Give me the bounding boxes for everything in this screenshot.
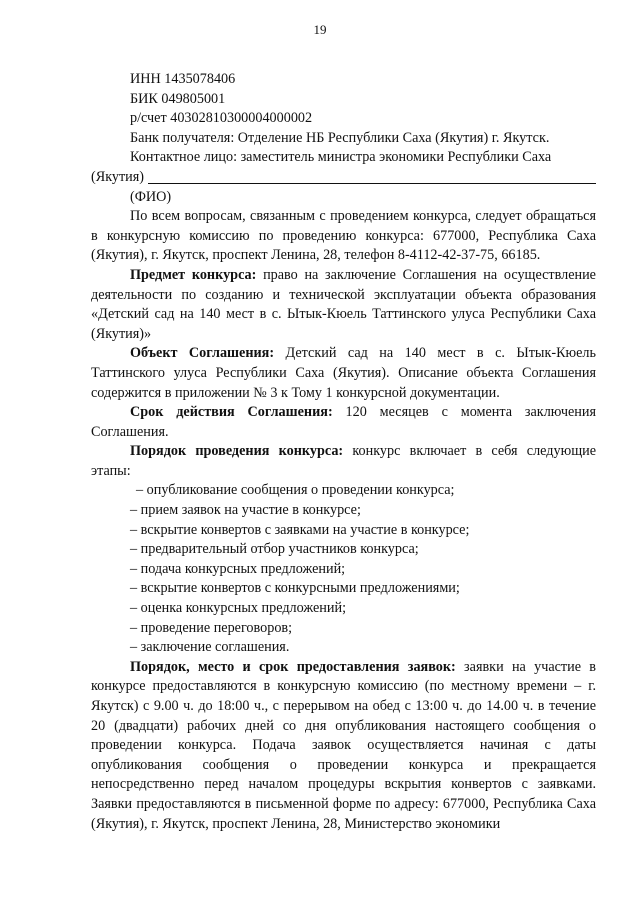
list-item: – вскрытие конвертов с конкурсными предложениями; bbox=[130, 580, 460, 597]
fio-blank-line bbox=[148, 182, 596, 184]
subject-label: Предмет конкурса: bbox=[130, 266, 257, 283]
stages-list bbox=[91, 481, 596, 657]
procedure-label: Порядок проведения конкурса: bbox=[130, 443, 344, 460]
object-text: Детский сад на 140 мест в с. Ытык-Кюель Таттинского улуса Республики Саха (Якутия). Описание объекта Соглашения содержится в приложении № 3 к Тому 1 конкурсной документации. bbox=[91, 345, 596, 401]
contact-blank-row bbox=[91, 168, 596, 188]
term-paragraph bbox=[91, 403, 596, 442]
object-label: Объект Соглашения: bbox=[130, 345, 275, 362]
contact-person: Контактное лицо: заместитель министра экономики Республики Саха bbox=[130, 149, 552, 166]
subject-paragraph bbox=[91, 266, 596, 344]
list-item: – прием заявок на участие в конкурсе; bbox=[130, 502, 361, 519]
submission-label: Порядок, место и срок предоставления заявок: bbox=[130, 658, 456, 675]
account-line: р/счет 40302810300004000002 bbox=[130, 110, 313, 127]
document-body bbox=[91, 70, 596, 834]
inn-line: ИНН 1435078406 bbox=[130, 71, 236, 87]
term-text: 120 месяцев с момента заключения Соглашения. bbox=[91, 404, 596, 440]
list-item: – вскрытие конвертов с заявками на участие в конкурсе; bbox=[130, 521, 470, 538]
bank-line: Банк получателя: Отделение НБ Республики Саха (Якутия) г. Якутск. bbox=[130, 129, 550, 146]
term-label: Срок действия Соглашения: bbox=[130, 404, 333, 421]
list-item: – подача конкурсных предложений; bbox=[130, 560, 346, 577]
subject-text: право на заключение Соглашения на осуществление деятельности по созданию и технической эксплуатации объекта образования «Детский сад на 140 мест в с. Ытык-Кюель Таттинского улуса Республики Саха (Якутия)» bbox=[91, 266, 596, 342]
procedure-paragraph bbox=[91, 442, 596, 481]
list-item: – проведение переговоров; bbox=[130, 619, 293, 636]
submission-paragraph bbox=[91, 658, 596, 834]
submission-text: заявки на участие в конкурсе предоставляются в конкурсную комиссию (по местному времени – г. Якутск) с 9.00 ч. до 18:00 ч., с перерывом на обед с 13:00 ч. до 14.00 ч. в течение 20 (двадцати) рабочих дней со дня опубликования настоящего сообщения о проведении конкурса. Подача заявок осуществляется начиная с даты опубликования сообщения о проведении конкурса и прекращается непосредственно перед началом процедуры вскрытия конвертов с заявками. Заявки предоставляются в письменной форме по адресу: 677000, Республика Саха (Якутия), г. Якутск, проспект Ленина, 28, Министерство экономики bbox=[91, 658, 596, 832]
fio-caption: (ФИО) bbox=[130, 188, 172, 205]
questions-paragraph: По всем вопросам, связанным с проведением конкурса, следует обращаться в конкурсную комиссию по проведению конкурса: 677000, Республика Саха (Якутия), г. Якутск, проспект Ленина, 28, телефон 8-4112-42-37-75, 66185. bbox=[91, 208, 596, 264]
procedure-text: конкурс включает в себя следующие этапы: bbox=[91, 443, 597, 479]
list-item: – заключение соглашения. bbox=[130, 639, 290, 656]
contact-continuation: (Якутия) bbox=[91, 168, 145, 185]
bik-line: БИК 049805001 bbox=[130, 90, 226, 107]
list-item: – оценка конкурсных предложений; bbox=[130, 600, 347, 617]
list-item: – опубликование сообщения о проведении конкурса; bbox=[136, 482, 455, 499]
object-paragraph bbox=[91, 344, 596, 403]
list-item: – предварительный отбор участников конкурса; bbox=[130, 541, 419, 558]
page-number: 19 bbox=[313, 22, 327, 37]
